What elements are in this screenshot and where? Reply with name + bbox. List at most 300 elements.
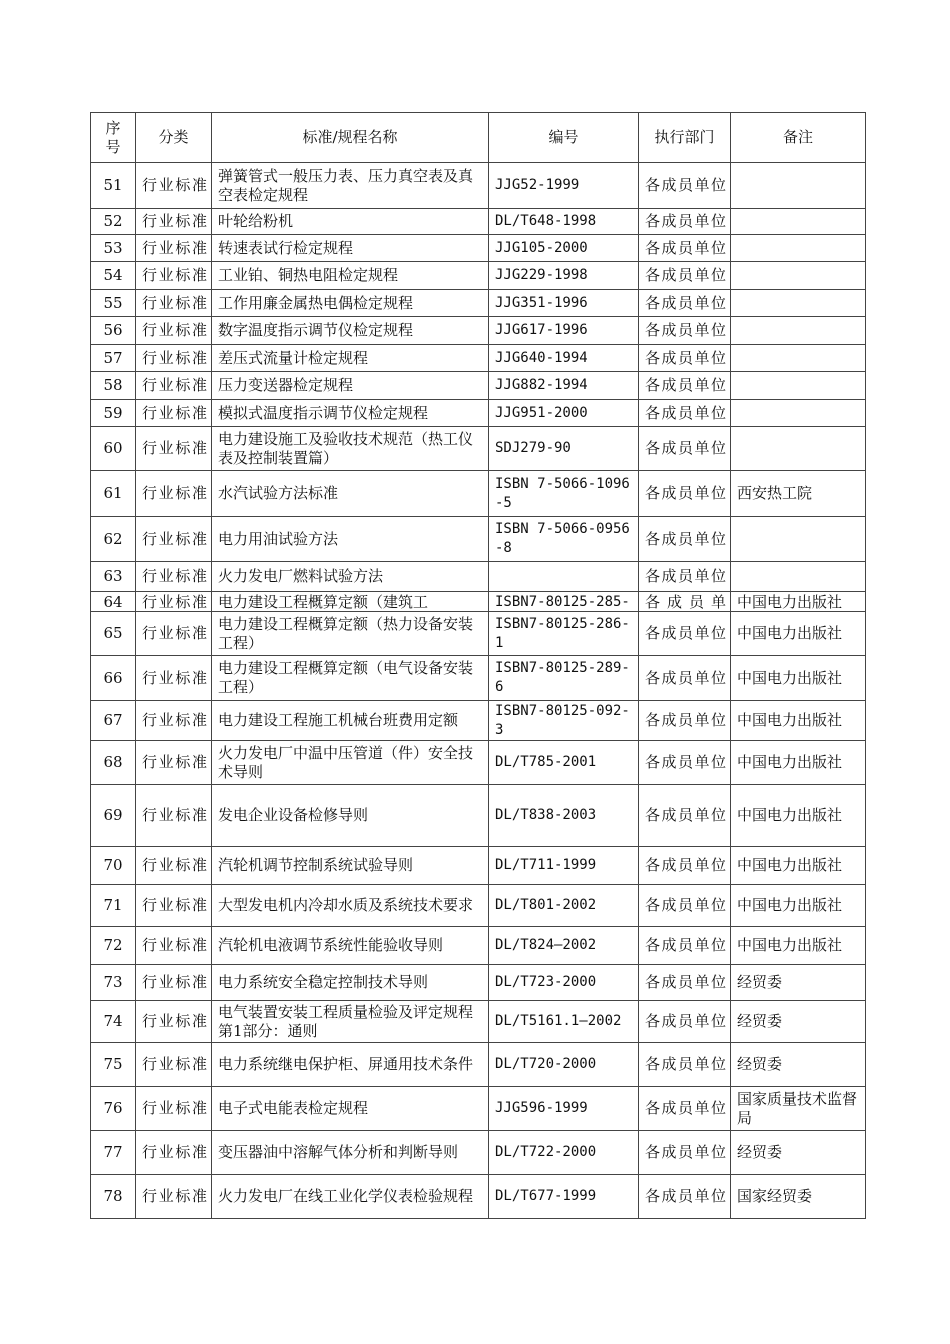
row-note-cell bbox=[731, 235, 866, 262]
row-standard-name: 电力建设工程概算定额（建筑工 bbox=[218, 592, 429, 611]
row-number-cell bbox=[91, 372, 136, 400]
row-category-cell bbox=[136, 785, 212, 847]
row-number-cell bbox=[91, 701, 136, 741]
row-category-cell bbox=[136, 1131, 212, 1175]
row-department-cell bbox=[639, 372, 731, 400]
row-number-cell bbox=[91, 400, 136, 427]
row-department: 各成员单位 bbox=[645, 668, 726, 687]
row-standard-name: 转速表试行检定规程 bbox=[218, 238, 354, 257]
row-standard-name: 工作用廉金属热电偶检定规程 bbox=[218, 293, 414, 312]
row-code-cell bbox=[489, 592, 639, 612]
table-row bbox=[91, 517, 866, 562]
header-code-label: 编号 bbox=[548, 128, 579, 146]
row-code: JJG596-1999 bbox=[495, 1100, 588, 1116]
row-department-cell bbox=[639, 965, 731, 1001]
row-category: 行业标准 bbox=[142, 668, 207, 687]
row-note-cell bbox=[731, 1131, 866, 1175]
row-standard-name-cell bbox=[212, 1001, 489, 1043]
row-department-cell bbox=[639, 612, 731, 656]
row-department-cell bbox=[639, 290, 731, 317]
row-standard-name: 弹簧管式一般压力表、压力真空表及真空表检定规程 bbox=[218, 166, 474, 204]
row-standard-name-cell bbox=[212, 262, 489, 290]
row-standard-name-cell bbox=[212, 562, 489, 592]
row-category-cell bbox=[136, 612, 212, 656]
table-row bbox=[91, 1131, 866, 1175]
row-note: 中国电力出版社 bbox=[737, 592, 843, 611]
row-number-cell bbox=[91, 1087, 136, 1131]
header-name-label: 标准/规程名称 bbox=[302, 128, 398, 146]
row-note: 西安热工院 bbox=[737, 484, 813, 502]
row-note-cell bbox=[731, 163, 866, 209]
row-department-cell bbox=[639, 885, 731, 927]
row-note-cell bbox=[731, 1087, 866, 1131]
row-number: 69 bbox=[103, 806, 123, 824]
row-number-cell bbox=[91, 345, 136, 372]
row-number-cell bbox=[91, 785, 136, 847]
row-category-cell bbox=[136, 235, 212, 262]
row-department-cell bbox=[639, 701, 731, 741]
row-code-cell bbox=[489, 400, 639, 427]
row-number-cell bbox=[91, 517, 136, 562]
row-department-cell bbox=[639, 400, 731, 427]
row-code-cell bbox=[489, 785, 639, 847]
table-row bbox=[91, 885, 866, 927]
row-standard-name-cell bbox=[212, 612, 489, 656]
row-note-cell bbox=[731, 471, 866, 517]
row-code: DL/T720-2000 bbox=[495, 1056, 597, 1072]
row-standard-name: 电气装置安装工程质量检验及评定规程第1部分：通则 bbox=[218, 1002, 474, 1040]
row-number: 60 bbox=[103, 439, 123, 457]
row-category-cell bbox=[136, 427, 212, 471]
row-category: 行业标准 bbox=[142, 856, 207, 874]
row-department: 各成员单位 bbox=[645, 176, 726, 194]
row-standard-name: 火力发电厂燃料试验方法 bbox=[218, 567, 384, 585]
row-number-cell bbox=[91, 612, 136, 656]
row-category-cell bbox=[136, 1043, 212, 1087]
row-number-cell bbox=[91, 562, 136, 592]
row-code: ISBN7-80125-289-6 bbox=[495, 660, 630, 695]
row-category-cell bbox=[136, 1087, 212, 1131]
row-code-cell bbox=[489, 317, 639, 345]
row-note-cell bbox=[731, 317, 866, 345]
row-standard-name-cell bbox=[212, 400, 489, 427]
row-note-cell bbox=[731, 965, 866, 1001]
row-department: 各成员单位 bbox=[645, 439, 726, 457]
row-code-cell bbox=[489, 1043, 639, 1087]
table-row bbox=[91, 592, 866, 612]
table-row bbox=[91, 345, 866, 372]
row-department-cell bbox=[639, 262, 731, 290]
row-department-cell bbox=[639, 847, 731, 885]
row-code: DL/T838-2003 bbox=[495, 807, 597, 823]
standards-table bbox=[90, 112, 866, 1219]
row-department: 各成员单位 bbox=[645, 529, 726, 548]
row-code-cell bbox=[489, 1131, 639, 1175]
row-number-cell bbox=[91, 235, 136, 262]
table-row bbox=[91, 612, 866, 656]
row-standard-name: 电子式电能表检定规程 bbox=[218, 1099, 369, 1117]
row-department: 各成员单位 bbox=[645, 212, 726, 230]
row-code-cell bbox=[489, 163, 639, 209]
row-department: 各成员单位 bbox=[645, 1187, 726, 1205]
row-department: 各成员单位 bbox=[645, 973, 726, 991]
row-standard-name: 大型发电机内冷却水质及系统技术要求 bbox=[218, 896, 474, 914]
row-note-cell bbox=[731, 517, 866, 562]
row-category-cell bbox=[136, 1175, 212, 1219]
row-category: 行业标准 bbox=[142, 266, 207, 284]
row-note-cell bbox=[731, 785, 866, 847]
row-code-cell bbox=[489, 927, 639, 965]
row-standard-name: 差压式流量计检定规程 bbox=[218, 348, 369, 367]
row-code-cell bbox=[489, 562, 639, 592]
row-category: 行业标准 bbox=[142, 753, 207, 771]
row-standard-name-cell bbox=[212, 1043, 489, 1087]
row-note: 经贸委 bbox=[737, 1055, 783, 1073]
row-department-cell bbox=[639, 1043, 731, 1087]
row-code: DL/T723-2000 bbox=[495, 974, 597, 990]
row-category: 行业标准 bbox=[142, 896, 207, 914]
row-code: JJG640-1994 bbox=[495, 349, 588, 366]
row-code: ISBN7-80125-092-3 bbox=[495, 702, 630, 738]
row-code: JJG951-2000 bbox=[495, 404, 588, 421]
row-number: 61 bbox=[103, 484, 123, 502]
table-row bbox=[91, 1087, 866, 1131]
row-note-cell bbox=[731, 927, 866, 965]
table-header-row bbox=[91, 113, 866, 163]
row-category: 行业标准 bbox=[142, 439, 207, 457]
table-row bbox=[91, 785, 866, 847]
row-number: 75 bbox=[103, 1055, 123, 1073]
row-code: DL/T5161.1—2002 bbox=[495, 1013, 622, 1029]
row-number-cell bbox=[91, 592, 136, 612]
row-number: 65 bbox=[103, 624, 123, 642]
row-category-cell bbox=[136, 741, 212, 785]
row-code-cell bbox=[489, 345, 639, 372]
table-row bbox=[91, 562, 866, 592]
table-row bbox=[91, 965, 866, 1001]
header-code bbox=[489, 113, 639, 163]
row-category-cell bbox=[136, 562, 212, 592]
row-category: 行业标准 bbox=[142, 936, 207, 954]
header-category-label: 分类 bbox=[158, 128, 189, 146]
table-row bbox=[91, 400, 866, 427]
row-code-cell bbox=[489, 885, 639, 927]
header-category bbox=[136, 113, 212, 163]
row-number-cell bbox=[91, 317, 136, 345]
row-department: 各成员单位 bbox=[645, 1099, 726, 1117]
row-number: 59 bbox=[103, 403, 123, 422]
row-department-cell bbox=[639, 1087, 731, 1131]
row-department-cell bbox=[639, 317, 731, 345]
row-category-cell bbox=[136, 701, 212, 741]
row-category-cell bbox=[136, 372, 212, 400]
row-note-cell bbox=[731, 701, 866, 741]
row-category: 行业标准 bbox=[142, 1187, 207, 1205]
row-note-cell bbox=[731, 1175, 866, 1219]
row-category: 行业标准 bbox=[142, 529, 207, 548]
row-note-cell bbox=[731, 372, 866, 400]
table-row bbox=[91, 741, 866, 785]
row-number: 63 bbox=[103, 567, 123, 585]
row-department-cell bbox=[639, 235, 731, 262]
row-code: DL/T677-1999 bbox=[495, 1188, 597, 1204]
row-department: 各成员单位 bbox=[645, 238, 726, 257]
row-category: 行业标准 bbox=[142, 973, 207, 991]
row-note-cell bbox=[731, 209, 866, 235]
row-note-cell bbox=[731, 612, 866, 656]
row-department: 各成员单位 bbox=[645, 1143, 726, 1161]
row-standard-name-cell bbox=[212, 235, 489, 262]
row-number-cell bbox=[91, 290, 136, 317]
row-number: 64 bbox=[103, 592, 123, 611]
row-number-cell bbox=[91, 1043, 136, 1087]
row-code-cell bbox=[489, 290, 639, 317]
row-department-cell bbox=[639, 1001, 731, 1043]
row-code-cell bbox=[489, 209, 639, 235]
row-code-cell bbox=[489, 741, 639, 785]
row-number: 67 bbox=[103, 711, 123, 729]
row-department: 各成员单位 bbox=[645, 896, 726, 914]
row-note-cell bbox=[731, 885, 866, 927]
row-standard-name-cell bbox=[212, 847, 489, 885]
row-department-cell bbox=[639, 163, 731, 209]
row-category: 行业标准 bbox=[142, 1055, 207, 1073]
row-department: 各成员单位 bbox=[645, 936, 726, 954]
table-row bbox=[91, 427, 866, 471]
table-row bbox=[91, 290, 866, 317]
row-code-cell bbox=[489, 471, 639, 517]
row-standard-name: 火力发电厂中温中压管道（件）安全技术导则 bbox=[218, 743, 474, 781]
row-standard-name-cell bbox=[212, 163, 489, 209]
row-category-cell bbox=[136, 471, 212, 517]
row-standard-name-cell bbox=[212, 317, 489, 345]
table-row bbox=[91, 317, 866, 345]
row-code-cell bbox=[489, 372, 639, 400]
row-standard-name: 汽轮机电液调节系统性能验收导则 bbox=[218, 936, 444, 954]
row-number: 54 bbox=[103, 266, 123, 284]
row-number: 56 bbox=[103, 321, 123, 339]
row-note: 中国电力出版社 bbox=[737, 711, 843, 729]
row-number-cell bbox=[91, 885, 136, 927]
row-note: 中国电力出版社 bbox=[737, 896, 843, 914]
row-note-cell bbox=[731, 847, 866, 885]
row-standard-name: 电力建设工程施工机械台班费用定额 bbox=[218, 711, 459, 729]
row-code: JJG351-1996 bbox=[495, 294, 588, 311]
row-department: 各成员单位 bbox=[645, 266, 726, 284]
row-category: 行业标准 bbox=[142, 711, 207, 729]
row-standard-name-cell bbox=[212, 372, 489, 400]
row-code: ISBN 7-5066-0956-8 bbox=[495, 521, 630, 556]
row-department-cell bbox=[639, 592, 731, 612]
row-category: 行业标准 bbox=[142, 592, 207, 611]
row-code-cell bbox=[489, 701, 639, 741]
row-department-cell bbox=[639, 517, 731, 562]
row-note-cell bbox=[731, 345, 866, 372]
row-department: 各成员单位 bbox=[645, 348, 726, 367]
row-department-cell bbox=[639, 1131, 731, 1175]
row-standard-name: 电力建设工程概算定额（热力设备安装工程） bbox=[218, 614, 474, 652]
row-department: 各成员单位 bbox=[645, 1012, 726, 1030]
row-code-cell bbox=[489, 235, 639, 262]
row-standard-name-cell bbox=[212, 1087, 489, 1131]
row-code: ISBN7-80125-285- bbox=[495, 593, 630, 610]
row-note: 中国电力出版社 bbox=[737, 936, 843, 954]
row-code-cell bbox=[489, 656, 639, 701]
row-standard-name: 电力系统安全稳定控制技术导则 bbox=[218, 973, 429, 991]
row-category-cell bbox=[136, 1001, 212, 1043]
row-category: 行业标准 bbox=[142, 321, 207, 339]
row-code: SDJ279-90 bbox=[495, 440, 571, 456]
row-number-cell bbox=[91, 965, 136, 1001]
row-standard-name: 模拟式温度指示调节仪检定规程 bbox=[218, 403, 429, 422]
row-code: DL/T801-2002 bbox=[495, 897, 597, 913]
row-note-cell bbox=[731, 290, 866, 317]
row-standard-name: 电力建设工程概算定额（电气设备安装工程） bbox=[218, 659, 474, 696]
row-code-cell bbox=[489, 965, 639, 1001]
row-note-cell bbox=[731, 262, 866, 290]
row-number-cell bbox=[91, 1175, 136, 1219]
header-name bbox=[212, 113, 489, 163]
row-category: 行业标准 bbox=[142, 1099, 207, 1117]
row-department: 各成员单位 bbox=[645, 753, 726, 771]
row-note: 中国电力出版社 bbox=[737, 668, 843, 687]
row-department-cell bbox=[639, 741, 731, 785]
row-standard-name-cell bbox=[212, 1175, 489, 1219]
row-code: JJG105-2000 bbox=[495, 239, 588, 256]
row-note: 中国电力出版社 bbox=[737, 624, 843, 642]
row-number: 74 bbox=[103, 1012, 123, 1030]
row-number-cell bbox=[91, 163, 136, 209]
row-number: 70 bbox=[103, 856, 123, 874]
row-standard-name: 数字温度指示调节仪检定规程 bbox=[218, 321, 414, 339]
row-note: 国家经贸委 bbox=[737, 1187, 813, 1205]
row-number-cell bbox=[91, 1131, 136, 1175]
row-code: ISBN 7-5066-1096-5 bbox=[495, 475, 630, 511]
row-standard-name: 水汽试验方法标准 bbox=[218, 484, 339, 502]
row-standard-name: 火力发电厂在线工业化学仪表检验规程 bbox=[218, 1187, 474, 1205]
table-row bbox=[91, 1175, 866, 1219]
row-note-cell bbox=[731, 1043, 866, 1087]
row-category-cell bbox=[136, 965, 212, 1001]
row-category-cell bbox=[136, 345, 212, 372]
row-category: 行业标准 bbox=[142, 484, 207, 502]
row-category-cell bbox=[136, 847, 212, 885]
row-number: 68 bbox=[103, 753, 123, 771]
row-standard-name-cell bbox=[212, 517, 489, 562]
row-standard-name: 电力用油试验方法 bbox=[218, 529, 339, 548]
row-category-cell bbox=[136, 927, 212, 965]
row-number-cell bbox=[91, 262, 136, 290]
row-standard-name-cell bbox=[212, 965, 489, 1001]
row-standard-name-cell bbox=[212, 290, 489, 317]
table-row bbox=[91, 701, 866, 741]
row-standard-name-cell bbox=[212, 885, 489, 927]
row-category-cell bbox=[136, 290, 212, 317]
row-number: 58 bbox=[103, 376, 123, 394]
row-note: 中国电力出版社 bbox=[737, 856, 843, 874]
row-standard-name-cell bbox=[212, 345, 489, 372]
row-standard-name: 电力系统继电保护柜、屏通用技术条件 bbox=[218, 1055, 474, 1073]
row-number: 52 bbox=[103, 212, 123, 230]
row-category: 行业标准 bbox=[142, 1143, 207, 1161]
row-category-cell bbox=[136, 656, 212, 701]
row-note-cell bbox=[731, 656, 866, 701]
row-number: 57 bbox=[103, 348, 123, 367]
row-category: 行业标准 bbox=[142, 293, 207, 312]
row-category-cell bbox=[136, 885, 212, 927]
row-department: 各成员单位 bbox=[645, 1055, 726, 1073]
row-code-cell bbox=[489, 612, 639, 656]
row-department: 各成员单位 bbox=[645, 711, 726, 729]
row-code-cell bbox=[489, 262, 639, 290]
row-department: 各成员单位 bbox=[645, 567, 726, 585]
row-standard-name-cell bbox=[212, 927, 489, 965]
row-category-cell bbox=[136, 592, 212, 612]
table-row bbox=[91, 656, 866, 701]
row-standard-name-cell bbox=[212, 471, 489, 517]
row-standard-name-cell bbox=[212, 656, 489, 701]
header-dept bbox=[639, 113, 731, 163]
row-standard-name-cell bbox=[212, 741, 489, 785]
row-code: DL/T722-2000 bbox=[495, 1144, 597, 1160]
row-number: 72 bbox=[103, 936, 123, 954]
row-department-cell bbox=[639, 562, 731, 592]
row-department-cell bbox=[639, 209, 731, 235]
row-category: 行业标准 bbox=[142, 176, 207, 194]
row-standard-name-cell bbox=[212, 1131, 489, 1175]
row-category: 行业标准 bbox=[142, 238, 207, 257]
table-row bbox=[91, 209, 866, 235]
row-code: ISBN7-80125-286-1 bbox=[495, 615, 630, 651]
row-code-cell bbox=[489, 1087, 639, 1131]
row-category: 行业标准 bbox=[142, 1012, 207, 1030]
table-row bbox=[91, 372, 866, 400]
table-row bbox=[91, 847, 866, 885]
row-note-cell bbox=[731, 592, 866, 612]
row-department-cell bbox=[639, 345, 731, 372]
table-row bbox=[91, 163, 866, 209]
row-department: 各成员单位 bbox=[645, 376, 726, 394]
row-standard-name: 工业铂、铜热电阻检定规程 bbox=[218, 266, 399, 284]
row-code: DL/T824—2002 bbox=[495, 937, 597, 953]
row-note: 中国电力出版社 bbox=[737, 753, 843, 771]
row-number-cell bbox=[91, 209, 136, 235]
row-note: 经贸委 bbox=[737, 1012, 783, 1030]
row-standard-name: 电力建设施工及验收技术规范（热工仪表及控制装置篇） bbox=[218, 429, 474, 467]
row-department: 各成员单位 bbox=[645, 624, 726, 642]
row-category: 行业标准 bbox=[142, 348, 207, 367]
row-standard-name: 发电企业设备检修导则 bbox=[218, 806, 369, 824]
row-code: JJG617-1996 bbox=[495, 322, 588, 338]
row-standard-name: 汽轮机调节控制系统试验导则 bbox=[218, 856, 414, 874]
row-department-cell bbox=[639, 656, 731, 701]
row-note-cell bbox=[731, 1001, 866, 1043]
row-code-cell bbox=[489, 1175, 639, 1219]
row-department-cell bbox=[639, 427, 731, 471]
row-note-cell bbox=[731, 562, 866, 592]
row-category-cell bbox=[136, 163, 212, 209]
header-note-label: 备注 bbox=[782, 128, 813, 146]
row-category-cell bbox=[136, 400, 212, 427]
row-category-cell bbox=[136, 209, 212, 235]
row-standard-name-cell bbox=[212, 209, 489, 235]
row-number: 51 bbox=[103, 176, 123, 194]
row-code: DL/T648-1998 bbox=[495, 213, 597, 229]
header-no bbox=[91, 113, 136, 163]
row-standard-name: 变压器油中溶解气体分析和判断导则 bbox=[218, 1143, 459, 1161]
row-standard-name-cell bbox=[212, 592, 489, 612]
row-code: JJG229-1998 bbox=[495, 267, 588, 283]
